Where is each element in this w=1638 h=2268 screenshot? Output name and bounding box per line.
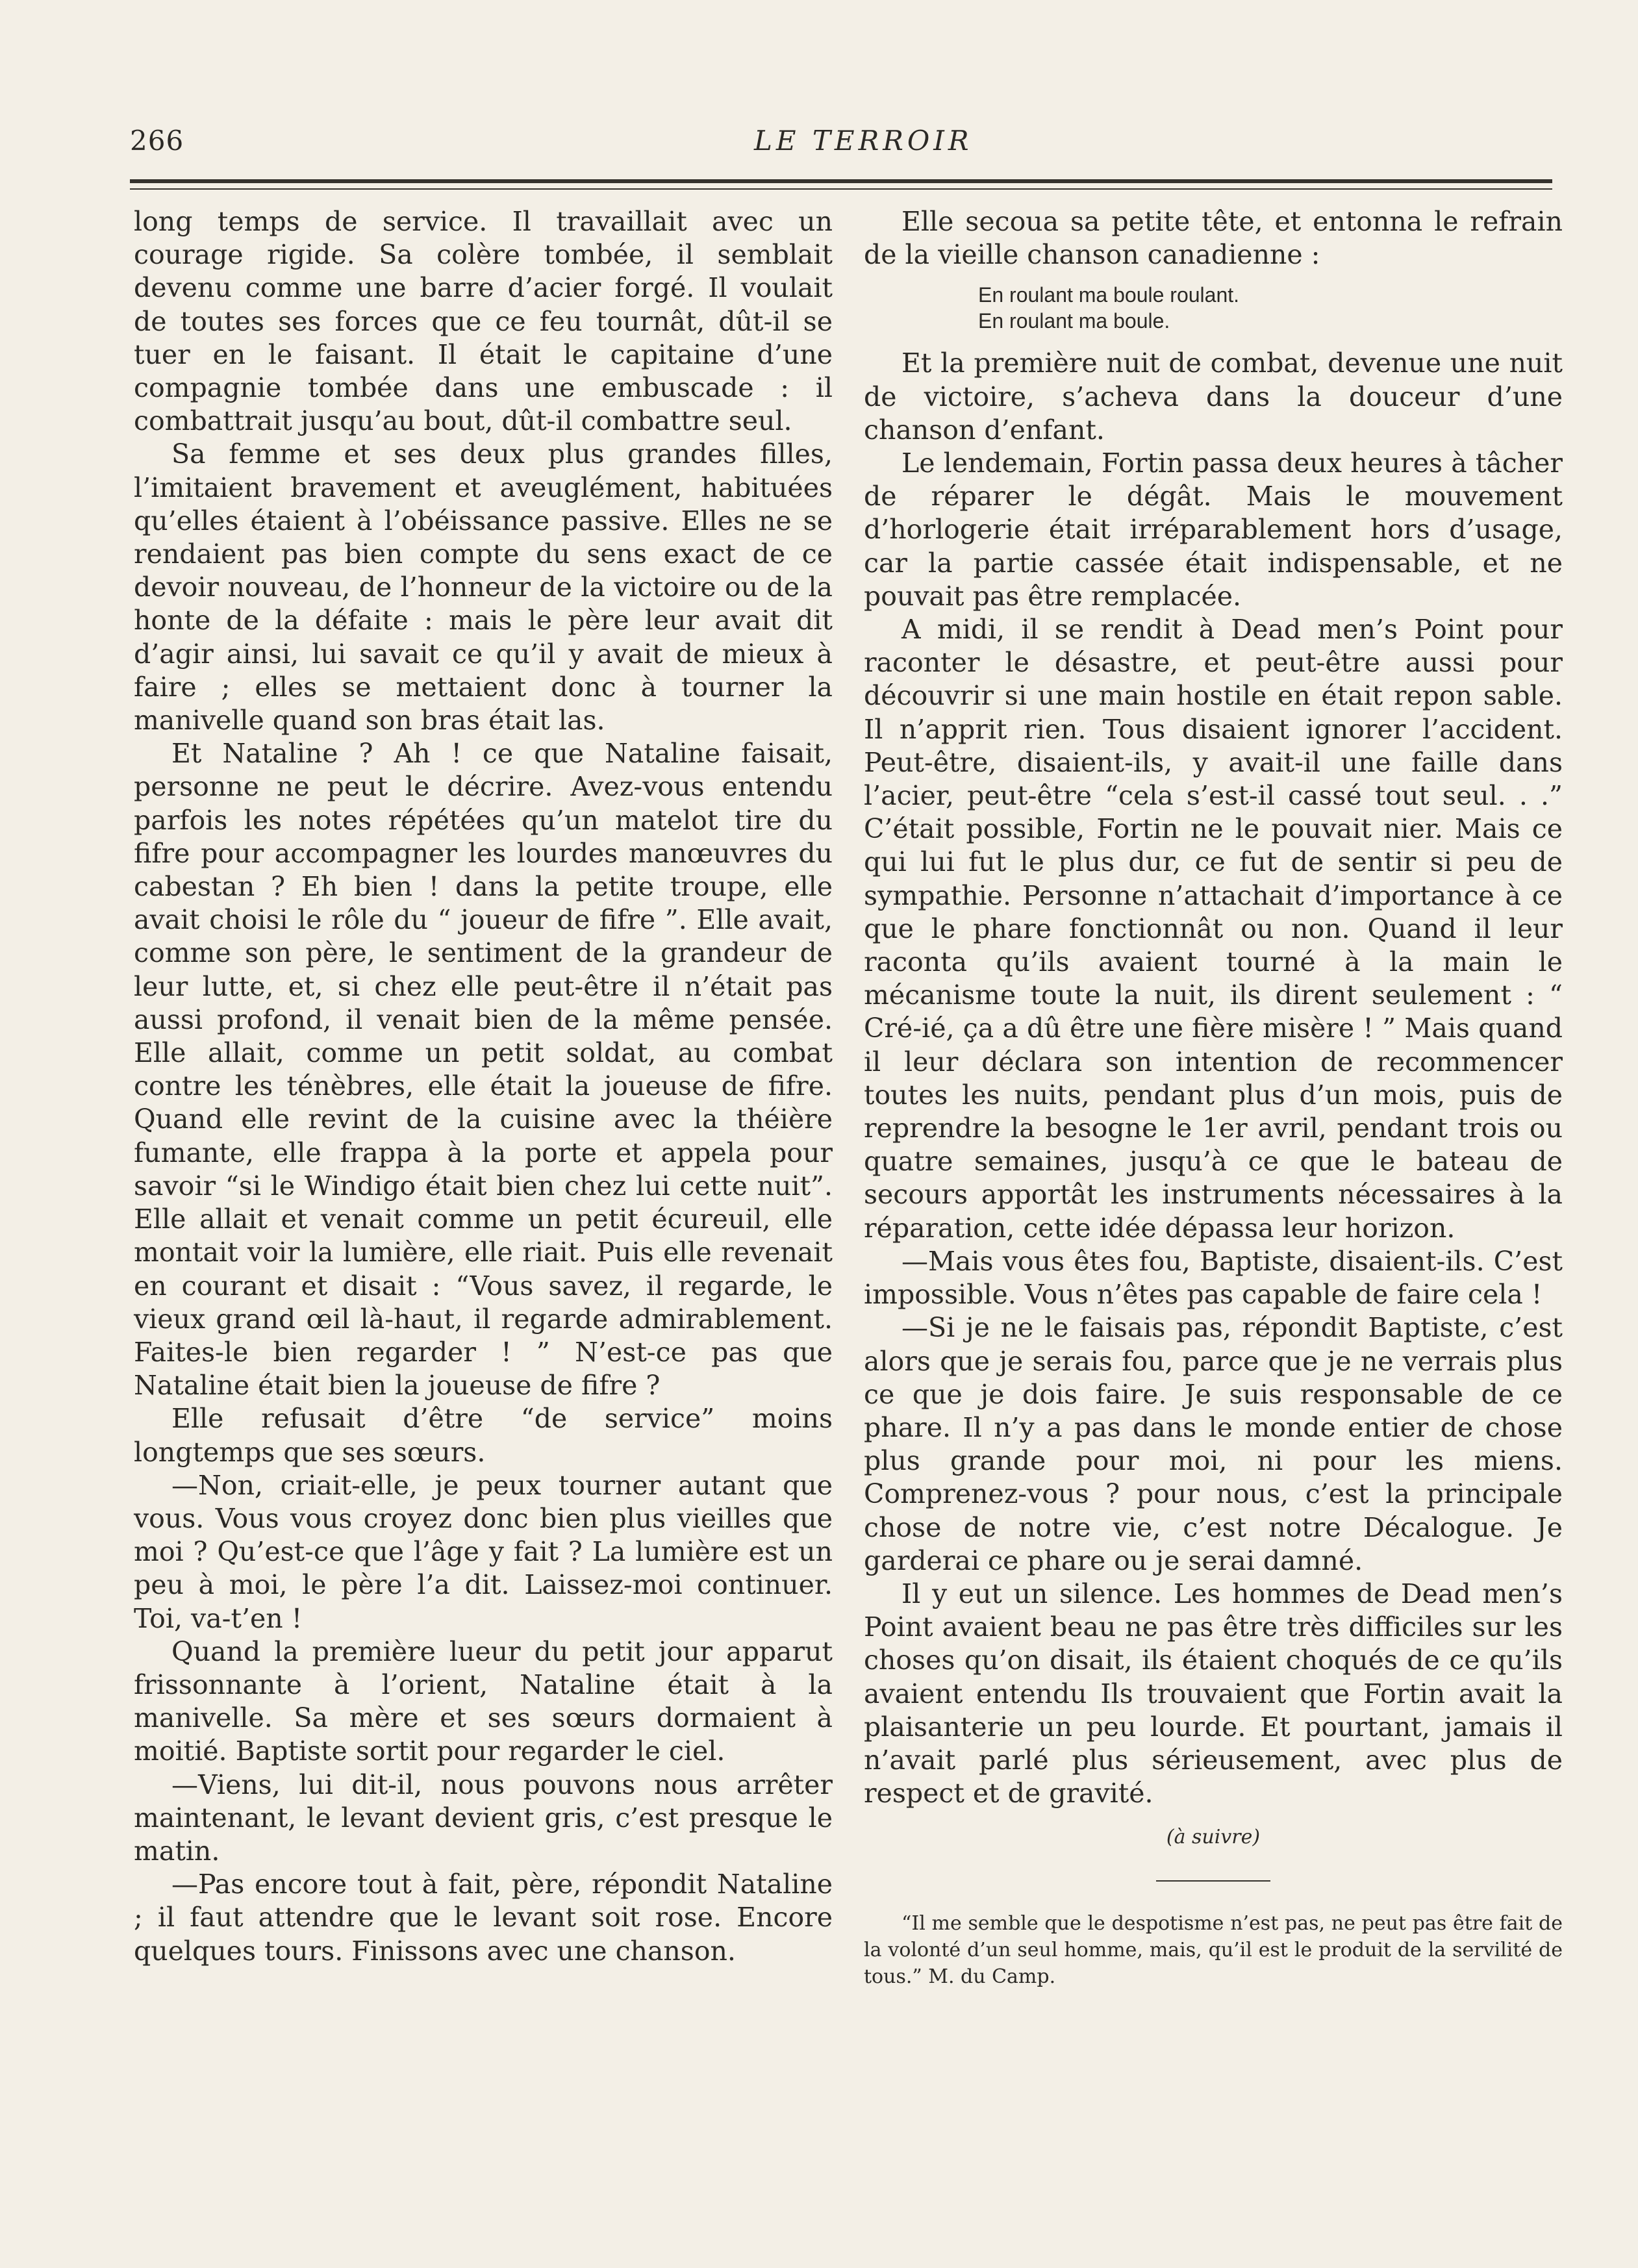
header-rule-thick — [130, 179, 1552, 183]
right-column — [864, 205, 1563, 1990]
paragraph: Et Nataline ? Ah ! ce que Nataline faisait, personne ne peut le décrire. Avez-vous entendu parfois les notes répétées qu’un matelot tire du fifre pour accompagner les lourdes manœuvres du cabestan ? Eh bien ! dans la petite troupe, elle avait choisi le rôle du “ joueur de fifre ”. Elle avait, comme son père, le sentiment de la grandeur de leur lutte, et, si chez elle peut-être il n’était pas aussi profond, il venait bien de la même pensée. Elle allait, comme un petit soldat, au combat contre les ténèbres, elle était la joueuse de fifre. Quand elle revint de la cuisine avec la théière fumante, elle frappa à la porte et appela pour savoir “si le Windigo était bien chez lui cette nuit”. Elle allait et venait comme un petit écureuil, elle montait voir la lumière, elle riait. Puis elle revenait en courant et disait : “Vous savez, il regarde, le vieux grand œil là-haut, il regarde admirablement. Faites-le bien regarder ! ” N’est-ce pas que Nataline était bien la joueuse de fifre ? — [134, 738, 833, 1402]
paragraph: long temps de service. Il travaillait avec un courage rigide. Sa colère tombée, il semblait devenu comme une barre d’acier forgé. Il voulait de toutes ses forces que ce feu tournât, dût-il se tuer en le faisant. Il était le capitaine d’une compagnie tombée dans une embuscade : il combattrait jusqu’au bout, dût-il combattre seul. — [134, 206, 833, 437]
separator-rule — [1156, 1880, 1270, 1882]
paragraph: Le lendemain, Fortin passa deux heures à tâcher de réparer le dégât. Mais le mouvement d’horlogerie était irréparablement hors d’usage, car la partie cassée était indispensable, et ne pouvait pas être remplacée. — [864, 447, 1563, 612]
paragraph: Quand la première lueur du petit jour apparut frissonnante à l’orient, Nataline était à la manivelle. Sa mère et ses sœurs dormaient à moitié. Baptiste sortit pour regarder le ciel. — [134, 1635, 833, 1767]
running-title: LE TERROIR — [754, 125, 973, 157]
to-be-continued: (à suivre) — [1166, 1826, 1261, 1849]
paragraph: —Mais vous êtes fou, Baptiste, disaient-ils. C’est impossible. Vous n’êtes pas capable de faire cela ! — [864, 1245, 1563, 1311]
page-number: 266 — [130, 125, 184, 157]
left-column — [134, 205, 833, 1968]
paragraph: —Pas encore tout à fait, père, répondit Nataline ; il faut attendre que le levant soit rose. Encore quelques tours. Finissons avec une chanson. — [134, 1869, 833, 1967]
verse-line: En roulant ma boule roulant. — [978, 283, 1240, 307]
paragraph: —Non, criait-elle, je peux tourner autant que vous. Vous vous croyez donc bien plus vieilles que moi ? Qu’est-ce que l’âge y fait ? La lumière est un peu à moi, le père l’a dit. Laissez-moi continuer. Toi, va-t’en ! — [134, 1469, 833, 1634]
paragraph: Sa femme et ses deux plus grandes filles, l’imitaient bravement et aveuglément, habituées qu’elles étaient à l’obéissance passive. Elles ne se rendaient pas bien compte du sens exact de ce devoir nouveau, de l’honneur de la victoire ou de la honte de la défaite : mais le père leur avait dit d’agir ainsi, lui savait ce qu’il y avait de mieux à faire ; elles se mettaient donc à tourner la manivelle quand son bras était las. — [134, 438, 833, 737]
paragraph: Elle refusait d’être “de service” moins longtemps que ses sœurs. — [134, 1403, 833, 1468]
paragraph: —Viens, lui dit-il, nous pouvons nous arrêter maintenant, le levant devient gris, c’est presque le matin. — [134, 1769, 833, 1867]
paragraph: Elle secoua sa petite tête, et entonna le refrain de la vieille chanson canadienne : — [864, 206, 1563, 271]
paragraph: —Si je ne le faisais pas, répondit Baptiste, c’est alors que je serais fou, parce que je ne verrais plus ce que je dois faire. Je suis responsable de ce phare. Il n’y a pas dans le monde entier de chose plus grande pour moi, ni pour les miens. Comprenez-vous ? pour nous, c’est la principale chose de notre vie, c’est notre Décalogue. Je garderai ce phare ou je serai damné. — [864, 1312, 1563, 1576]
header-rule-thin — [130, 188, 1552, 190]
song-verse — [978, 282, 1563, 334]
paragraph: Et la première nuit de combat, devenue une nuit de victoire, s’acheva dans la douceur d’une chanson d’enfant. — [864, 347, 1563, 446]
footnote-quote: “Il me semble que le despotisme n’est pas, ne peut pas être fait de la volonté d’un seul homme, mais, qu’il est le produit de la servilité de tous.” M. du Camp. — [864, 1912, 1563, 1989]
paragraph: A midi, il se rendit à Dead men’s Point pour raconter le désastre, et peut-être aussi pour découvrir si une main hostile en était repon sable. Il n’apprit rien. Tous disaient ignorer l’accident. Peut-être, disaient-ils, y avait-il une faille dans l’acier, peut-être “cela s’est-il cassé tout seul. . .” C’était possible, Fortin ne le pouvait nier. Mais ce qui lui fut le plus dur, ce fut de sentir si peu de sympathie. Personne n’attachait d’importance à ce que le phare fonctionnât ou non. Quand il leur raconta qu’ils avaient tourné à la main le mécanisme toute la nuit, ils dirent seulement : “ Cré-ié, ça a dû être une fière misère ! ” Mais quand il leur déclara son intention de recommencer toutes les nuits, pendant plus d’un mois, puis de reprendre la besogne le 1er avril, pendant trois ou quatre semaines, jusqu’à ce que le bateau de secours apportât les instruments nécessaires à la réparation, cette idée dépassa leur horizon. — [864, 614, 1563, 1244]
verse-line: En roulant ma boule. — [978, 309, 1170, 333]
paragraph: Il y eut un silence. Les hommes de Dead men’s Point avaient beau ne pas être très difficiles sur les choses qu’on disait, ils étaient choqués de ce qu’ils avaient entendu Ils trouvaient que Fortin avait la plaisanterie un peu lourde. Et pourtant, jamais il n’avait parlé plus sérieusement, avec plus de respect et de gravité. — [864, 1578, 1563, 1809]
